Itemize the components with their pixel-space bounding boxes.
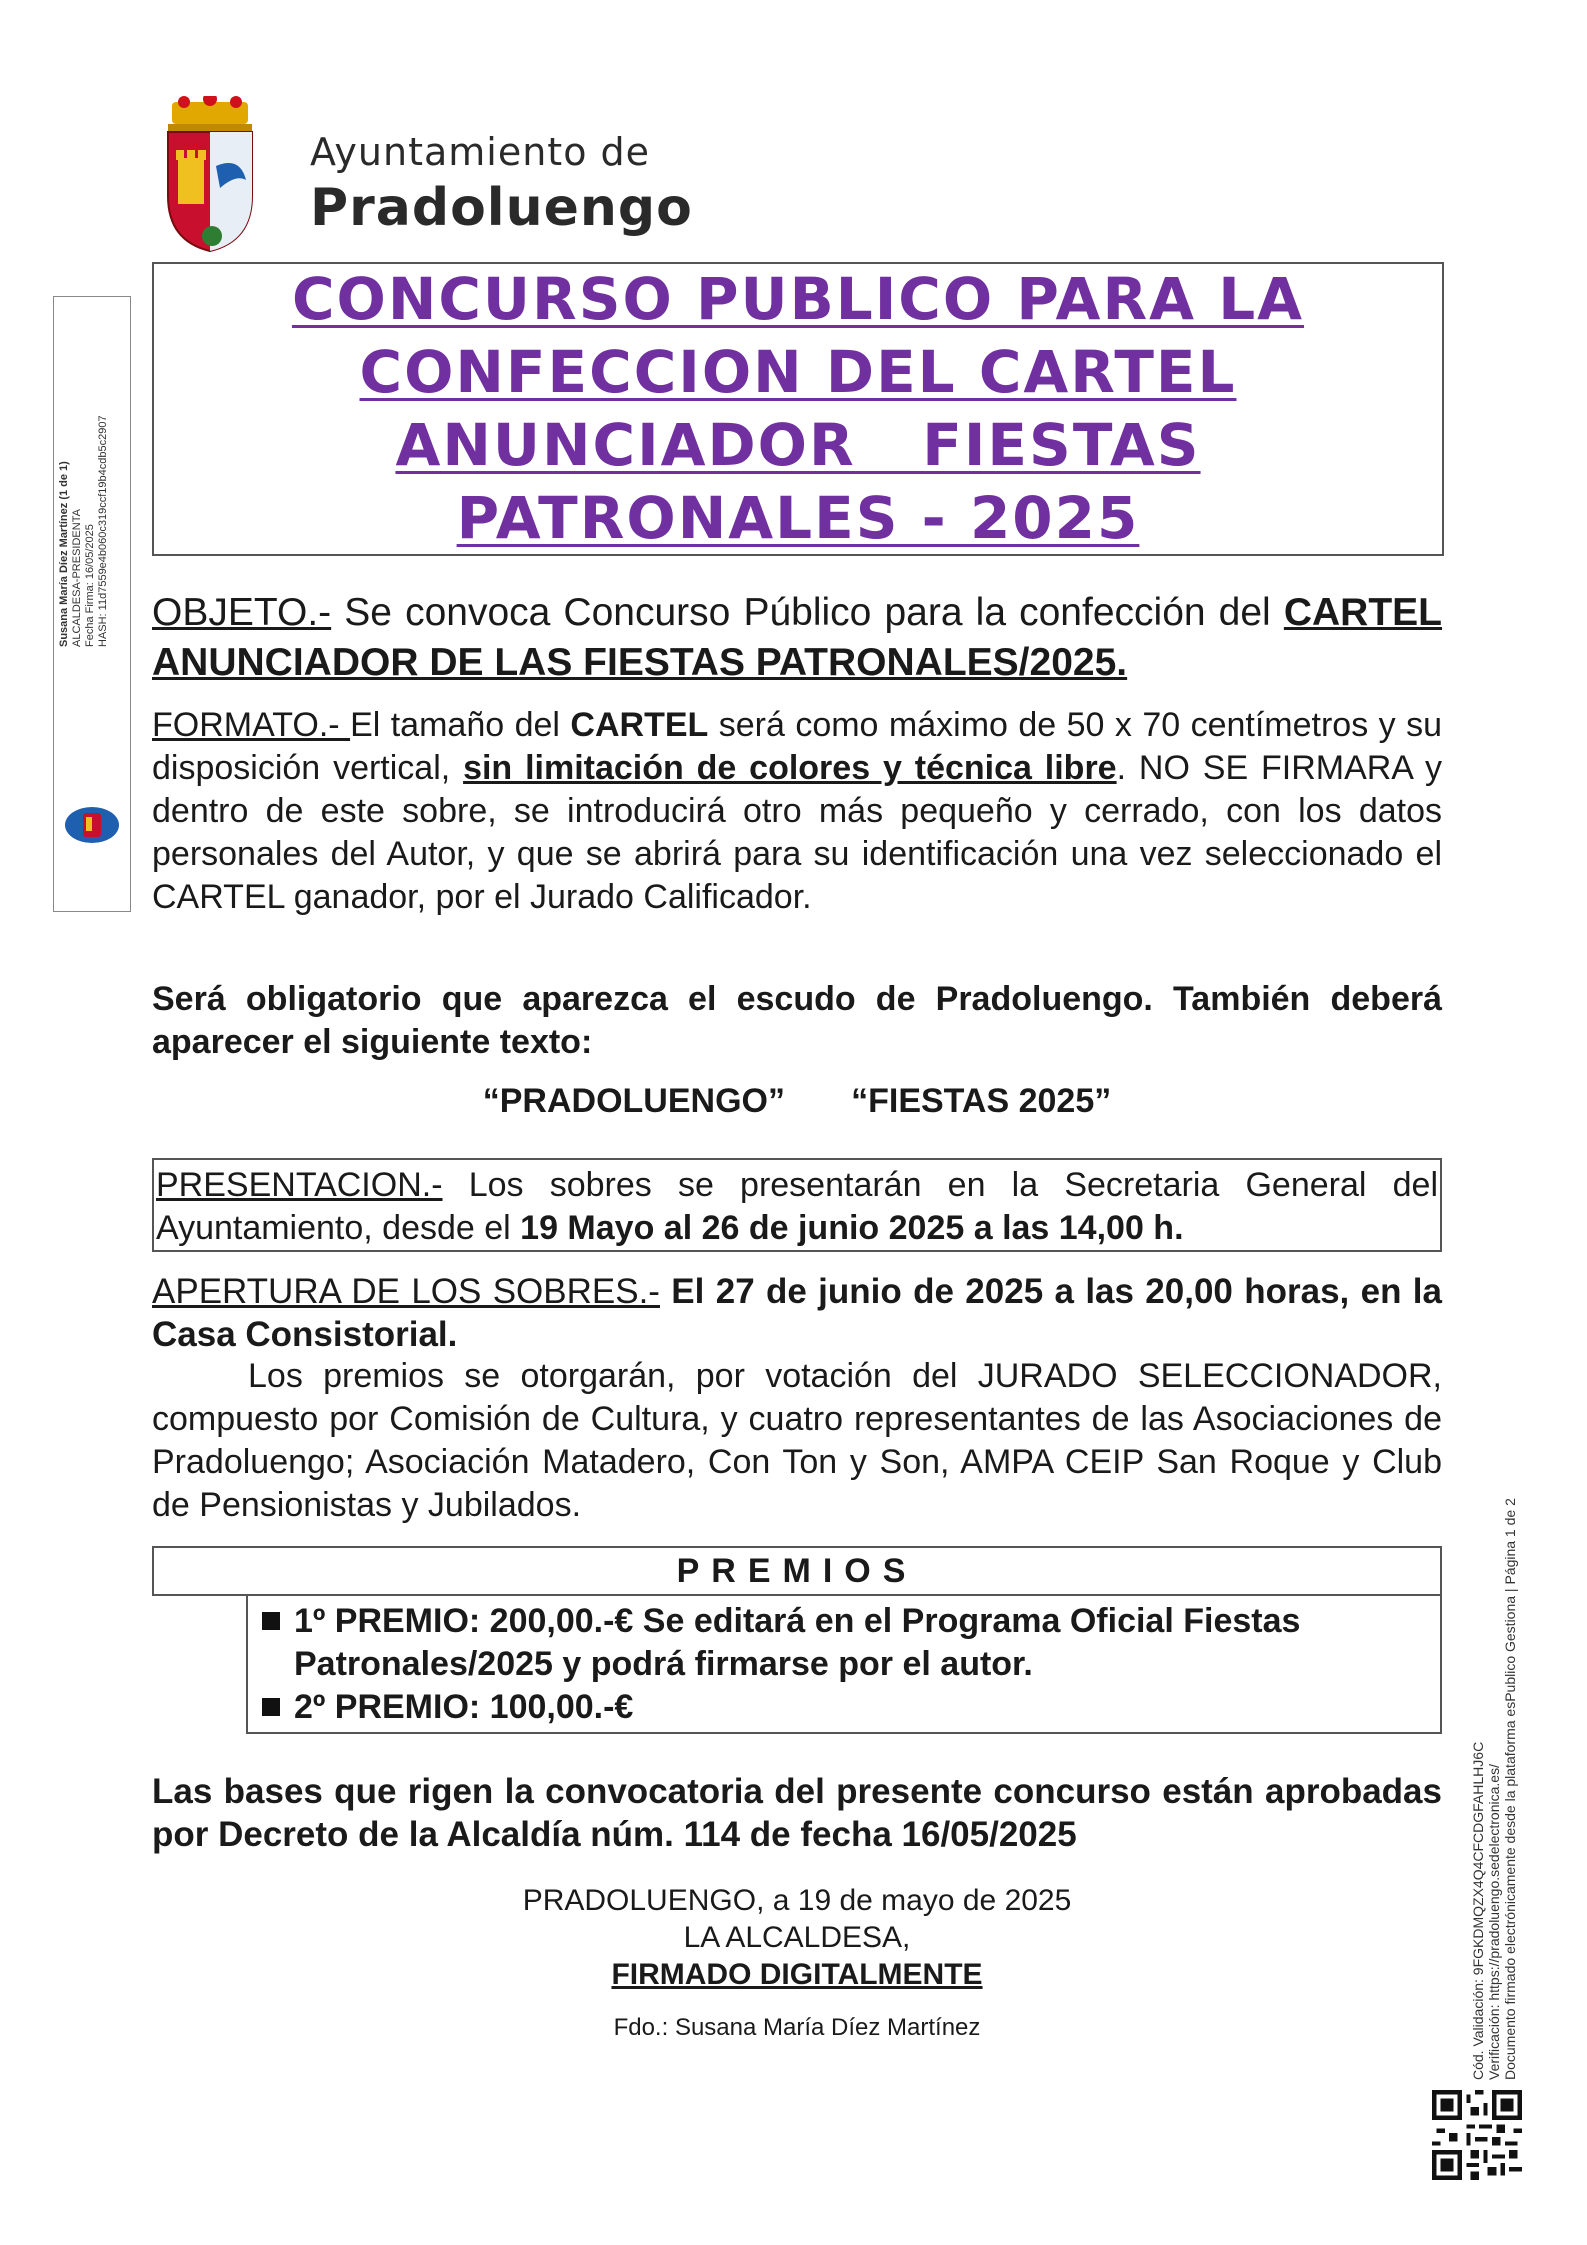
- objeto-text: Se convoca Concurso Público para la confección del: [331, 591, 1284, 634]
- premios-list: [246, 1594, 1442, 1734]
- signed-digitally: FIRMADO DIGITALMENTE: [611, 1958, 983, 1991]
- title-line: PATRONALES - 2025: [456, 484, 1140, 552]
- signature-block: [152, 1882, 1442, 1993]
- validation-code: Cód. Validación: 9FGKDMQZX4Q4CFCDGFAHLHJ6C: [1470, 1741, 1486, 2080]
- formato-text-1: El tamaño del: [350, 706, 571, 744]
- section-presentacion: [154, 1164, 1440, 1250]
- signature-stamp: [53, 296, 131, 912]
- stamp-date: Fecha Firma: 16/05/2025: [84, 524, 96, 647]
- section-bases: Las bases que rigen la convocatoria del presente concurso están aprobadas por Decreto de la Alcaldía núm. 114 de fecha 16/05/2025: [152, 1772, 1442, 1854]
- validation-url: Verificación: https://pradoluengo.sedelectronica.es/: [1486, 1764, 1502, 2080]
- prize-line: 1º PREMIO: 200,00.-€ Se editará en el Programa Oficial Fiestas: [294, 1602, 1301, 1640]
- required-text: “PRADOLUENGO” “FIESTAS 2025”: [482, 1082, 1112, 1120]
- section-formato: [152, 704, 1442, 919]
- premios-header: PREMIOS: [152, 1546, 1442, 1596]
- stamp-hash: HASH: 11d7559e4b060c319ccf19b4cdb5c2907: [97, 415, 109, 647]
- apertura-bold: El 27 de junio de 2025 a las 20,00 horas, en la Casa Consistorial.: [152, 1272, 1442, 1354]
- validation-doc: Documento firmado electrónicamente desde la plataforma esPublico Gestiona | Página 1 de 2: [1502, 1498, 1518, 2080]
- section-presentacion-box: [152, 1158, 1442, 1252]
- validation-info: [1470, 1360, 1518, 2080]
- org-name-line1: Ayuntamiento de: [310, 130, 651, 174]
- objeto-label: OBJETO.-: [152, 591, 332, 634]
- stamp-role: ALCALDESA-PRESIDENTA: [71, 509, 83, 647]
- title-line: ANUNCIADOR FIESTAS: [395, 411, 1201, 479]
- presentacion-text: Los sobres se presentarán en la Secretaria General del Ayuntamiento, desde el: [156, 1166, 1438, 1247]
- formato-bold-underlined: sin limitación de colores y técnica libre: [463, 749, 1117, 787]
- title-line: CONCURSO PUBLICO PARA LA: [291, 265, 1305, 333]
- section-obligatorio: Será obligatorio que aparezca el escudo de Pradoluengo. También deberá aparecer el siguiente texto:: [152, 980, 1442, 1061]
- municipality-logo: [150, 96, 710, 256]
- signer-name: Fdo.: Susana María Díez Martínez: [613, 2014, 981, 2041]
- section-apertura: [152, 1270, 1442, 1356]
- list-item: [262, 1686, 1430, 1729]
- presentacion-label: PRESENTACION.-: [156, 1166, 443, 1204]
- municipal-coat-of-arms-icon: [150, 96, 270, 256]
- apertura-label: APERTURA DE LOS SOBRES.-: [152, 1272, 660, 1311]
- formato-text-2: será como máximo de 50 x 70 centímetros y su disposición vertical,: [152, 706, 1442, 787]
- list-item: [262, 1600, 1430, 1643]
- formato-text-3: . NO SE FIRMARA y dentro de este sobre, se introducirá otro más pequeño y cerrado, con los datos personales del Autor, y que se abrirá para su identificación una vez seleccionado el CARTEL ganador, por el Jurado Calificador.: [152, 749, 1442, 916]
- stamp-crest-icon: [63, 805, 121, 845]
- section-objeto: [152, 588, 1442, 688]
- stamp-text: [58, 347, 110, 647]
- prize-line: Patronales/2025 y podrá firmarse por el autor.: [294, 1645, 1033, 1683]
- premios-description: Los premios se otorgarán, por votación del JURADO SELECCIONADOR, compuesto por Comisión de Cultura, y cuatro representantes de las Asociaciones de Pradoluengo; Asociación Matadero, Con Ton y Son, AMPA CEIP San Roque y Club de Pensionistas y Jubilados.: [152, 1357, 1442, 1524]
- square-bullet-icon: [262, 1612, 280, 1630]
- document-title-box: [152, 262, 1444, 556]
- square-bullet-icon: [262, 1698, 280, 1716]
- objeto-bold: CARTEL ANUNCIADOR DE LAS FIESTAS PATRONALES/2025.: [152, 591, 1442, 684]
- formato-label: FORMATO.-: [152, 706, 351, 744]
- presentacion-bold: 19 Mayo al 26 de junio 2025 a las 14,00 h.: [520, 1209, 1184, 1247]
- title-line: CONFECCION DEL CARTEL: [359, 338, 1237, 406]
- stamp-signer: Susana María Díez Martínez (1 de 1): [58, 461, 70, 647]
- signer-role: LA ALCALDESA,: [683, 1921, 911, 1954]
- prize-line: 2º PREMIO: 100,00.-€: [294, 1688, 634, 1726]
- formato-bold-cartel: CARTEL: [570, 706, 709, 744]
- org-name-line2: Pradoluengo: [310, 178, 693, 238]
- place-date: PRADOLUENGO, a 19 de mayo de 2025: [522, 1884, 1072, 1917]
- qr-code-icon: [1432, 2090, 1522, 2180]
